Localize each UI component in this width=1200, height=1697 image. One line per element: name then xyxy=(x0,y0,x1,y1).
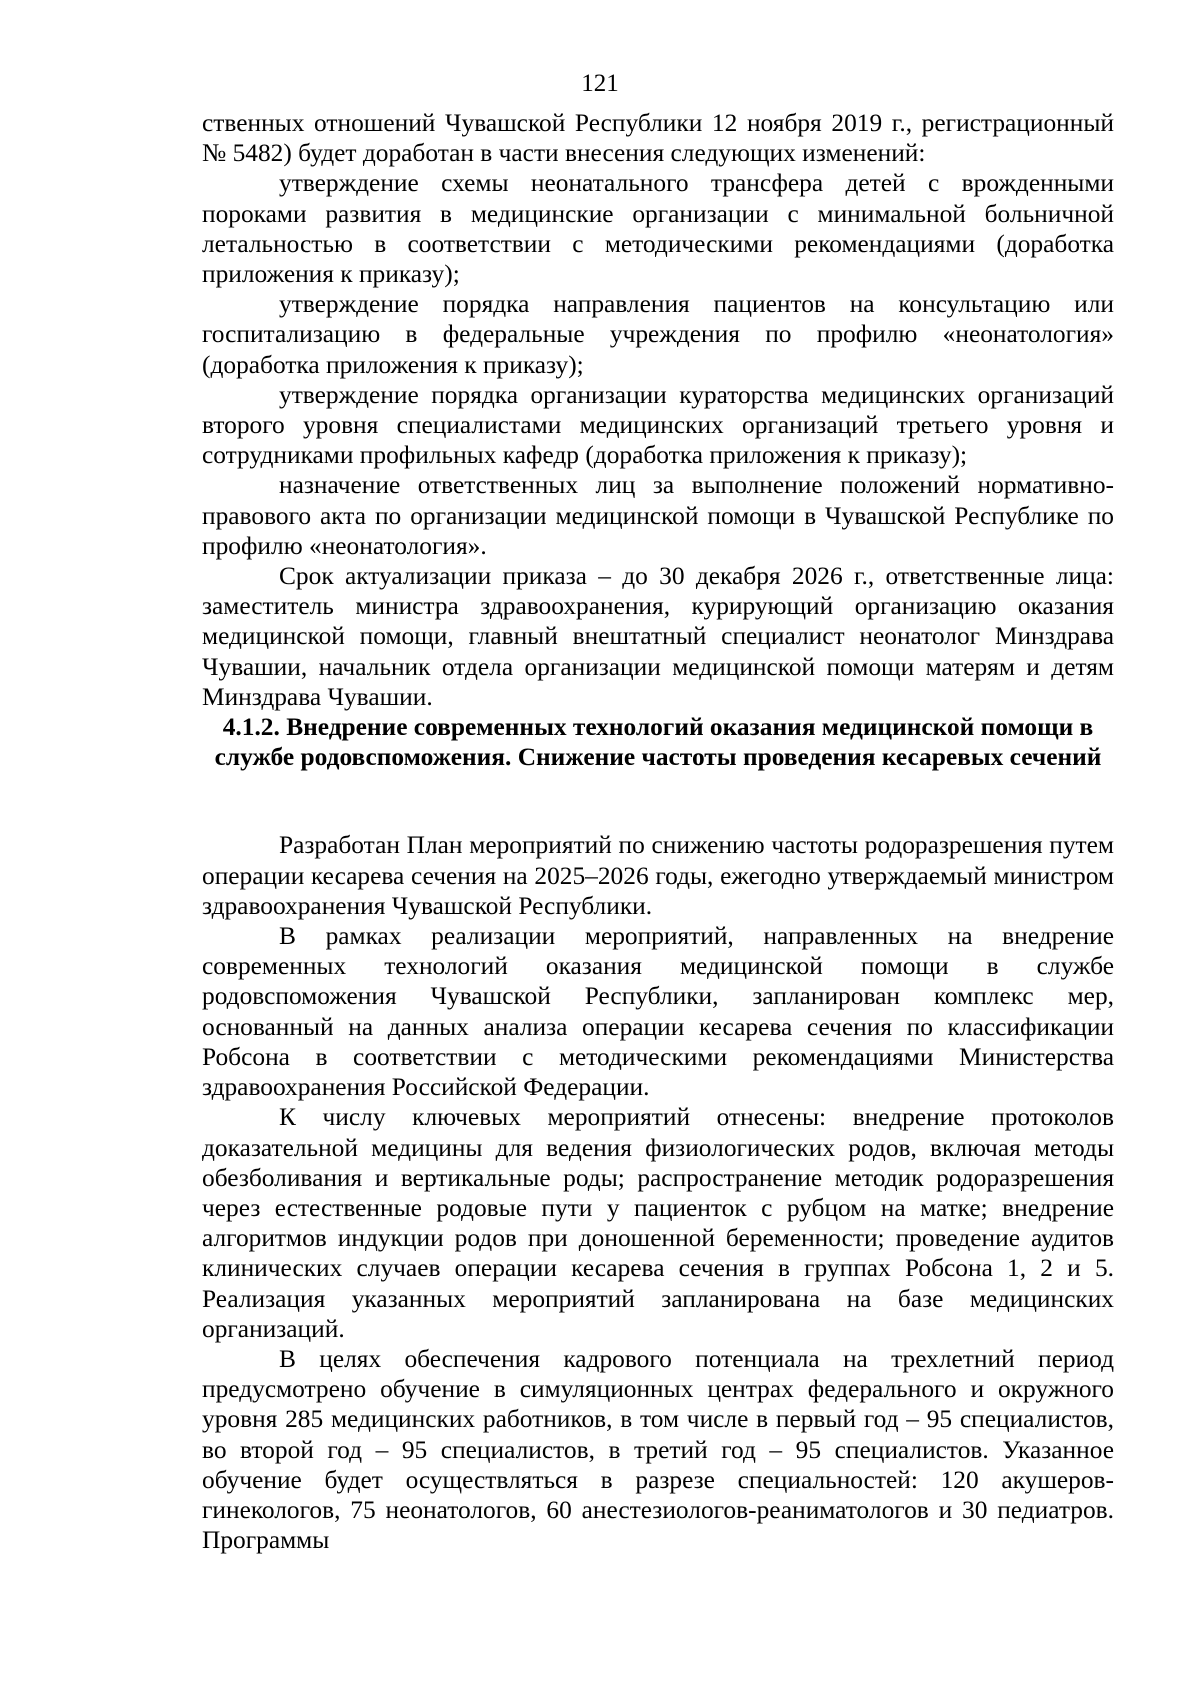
spacer xyxy=(202,772,1114,830)
paragraph: В целях обеспечения кадрового потенциала на трехлетний период предусмотрено обучение в симуляционных центрах федерального и окружного уровня 285 медицинских работников, в том числе в первый год – 95 специалистов, во второй год – 95 специалистов, в третий год – 95 специалистов. Указанное обучение будет осуществляться в разрезе специальностей: 120 акушеров-гинекологов, 75 неонатологов, 60 анестезиологов-реаниматологов и 30 педиатров. Программы xyxy=(202,1344,1114,1555)
document-body xyxy=(202,108,1114,1555)
paragraph: К числу ключевых мероприятий отнесены: внедрение протоколов доказательной медицины для ведения физиологических родов, включая методы обезболивания и вертикальные роды; распространение методик родоразрешения через естественные родовые пути у пациенток с рубцом на матке; внедрение алгоритмов индукции родов при доношенной беременности; проведение аудитов клинических случаев операции кесарева сечения в группах Робсона 1, 2 и 5. Реализация указанных мероприятий запланирована на базе медицинских организаций. xyxy=(202,1103,1114,1343)
paragraph-list-item: утверждение порядка направления пациентов на консультацию или госпитализацию в федеральные учреждения по профилю «неонатология» (доработка приложения к приказу); xyxy=(202,290,1114,379)
paragraph-list-item: утверждение схемы неонатального трансфера детей с врожденными пороками развития в медицинские организации с минимальной больничной летальностью в соответствии с методическими рекомендациями (доработка приложения к приказу); xyxy=(202,169,1114,289)
section-heading: 4.1.2. Внедрение современных технологий оказания медицинской помощи в службе родовспоможения. Снижение частоты проведения кесаревых сечений xyxy=(214,713,1102,772)
page-number: 121 xyxy=(581,70,619,97)
paragraph: Срок актуализации приказа – до 30 декабря 2026 г., ответственные лица: заместитель министра здравоохранения, курирующий организацию оказания медицинской помощи, главный внештатный специалист неонатолог Минздрава Чувашии, начальник отдела организации медицинской помощи матерям и детям Минздрава Чувашии. xyxy=(202,562,1114,711)
paragraph: Разработан План мероприятий по снижению частоты родоразрешения путем операции кесарева сечения на 2025–2026 годы, ежегодно утверждаемый министром здравоохранения Чувашской Республики. xyxy=(202,831,1114,920)
paragraph-list-item: утверждение порядка организации кураторства медицинских организаций второго уровня специалистами медицинских организаций третьего уровня и сотрудниками профильных кафедр (доработка приложения к приказу); xyxy=(202,380,1114,470)
paragraph-list-item: назначение ответственных лиц за выполнение положений нормативно-правового акта по организации медицинской помощи в Чувашской Республике по профилю «неонатология». xyxy=(202,471,1114,560)
paragraph: В рамках реализации мероприятий, направленных на внедрение современных технологий оказания медицинской помощи в службе родовспоможения Чувашской Республики, запланирован комплекс мер, основанный на данных анализа операции кесарева сечения по классификации Робсона в соответствии с методическими рекомендациями Министерства здравоохранения Российской Федерации. xyxy=(202,922,1114,1102)
paragraph-continuation: ственных отношений Чувашской Республики 12 ноября 2019 г., регистрационный № 5482) будет доработан в части внесения следующих изменений: xyxy=(202,109,1114,168)
